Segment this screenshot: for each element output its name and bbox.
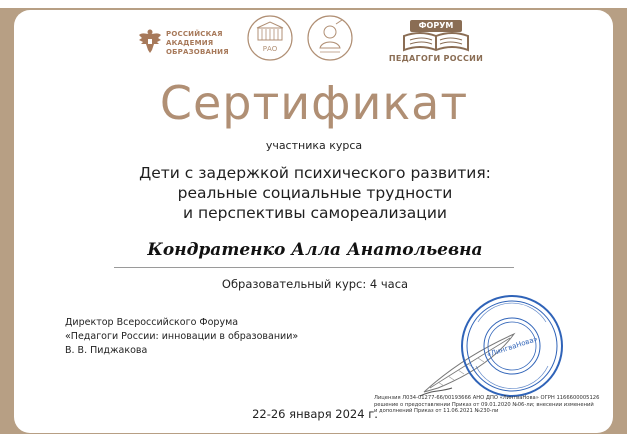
rao-logo-icon: [246, 14, 294, 62]
license-line-3: и дополнений Приказ от 11.06.2021 №230-ли: [374, 408, 499, 415]
anniversary-logo-icon: [306, 14, 354, 62]
certificate-title: Сертификат: [159, 76, 469, 130]
course-line-3: и перспективы самореализации: [183, 204, 447, 222]
eagle-emblem-icon: [138, 28, 162, 54]
director-line-2: «Педагоги России: инновации в образовании»: [65, 331, 299, 342]
course-line-1: Дети с задержкой психического развития:: [139, 164, 491, 182]
frame-bottom-edge: [0, 434, 627, 442]
participant-label: участника курса: [265, 139, 363, 152]
stamp-center-text: «ЛингваНова»: [485, 334, 539, 359]
academy-line-2: АКАДЕМИЯ: [166, 39, 214, 47]
forum-logo-bottom-text: ПЕДАГОГИ РОССИИ: [388, 54, 484, 63]
director-signature-block: [65, 316, 345, 358]
director-line-1: Директор Всероссийского Форума: [65, 317, 239, 328]
license-line-2: решение о предоставлении Приказ от 09.01.2020 №06-ли; внесении изменений: [374, 401, 594, 408]
frame-top-edge: [0, 0, 627, 8]
license-line-1: Лицензия Л034-01277-66/00193666 АНО ДПО «ЛингваНова» ОГРН 1166600005126: [374, 395, 600, 401]
forum-logo-top-text: ФОРУМ: [418, 21, 454, 30]
academy-logo: [138, 16, 238, 62]
forum-logo: [386, 18, 486, 64]
course-hours: Образовательный курс: 4 часа: [221, 277, 409, 291]
academy-line-1: РОССИЙСКАЯ: [166, 30, 223, 38]
course-date: 22-26 января 2024 г.: [252, 407, 378, 421]
organization-stamp-icon: [458, 292, 566, 400]
rao-logo-label: РАО: [262, 45, 278, 53]
recipient-name: Кондратенко Алла Анатольевна: [147, 240, 483, 260]
license-info: [374, 395, 614, 415]
director-line-3: В. В. Пиджакова: [65, 345, 148, 356]
name-underline: [114, 267, 514, 268]
academy-line-3: ОБРАЗОВАНИЯ: [166, 48, 229, 56]
course-line-2: реальные социальные трудности: [177, 184, 453, 202]
academy-logo-text: [166, 30, 229, 57]
course-title: [90, 163, 540, 223]
